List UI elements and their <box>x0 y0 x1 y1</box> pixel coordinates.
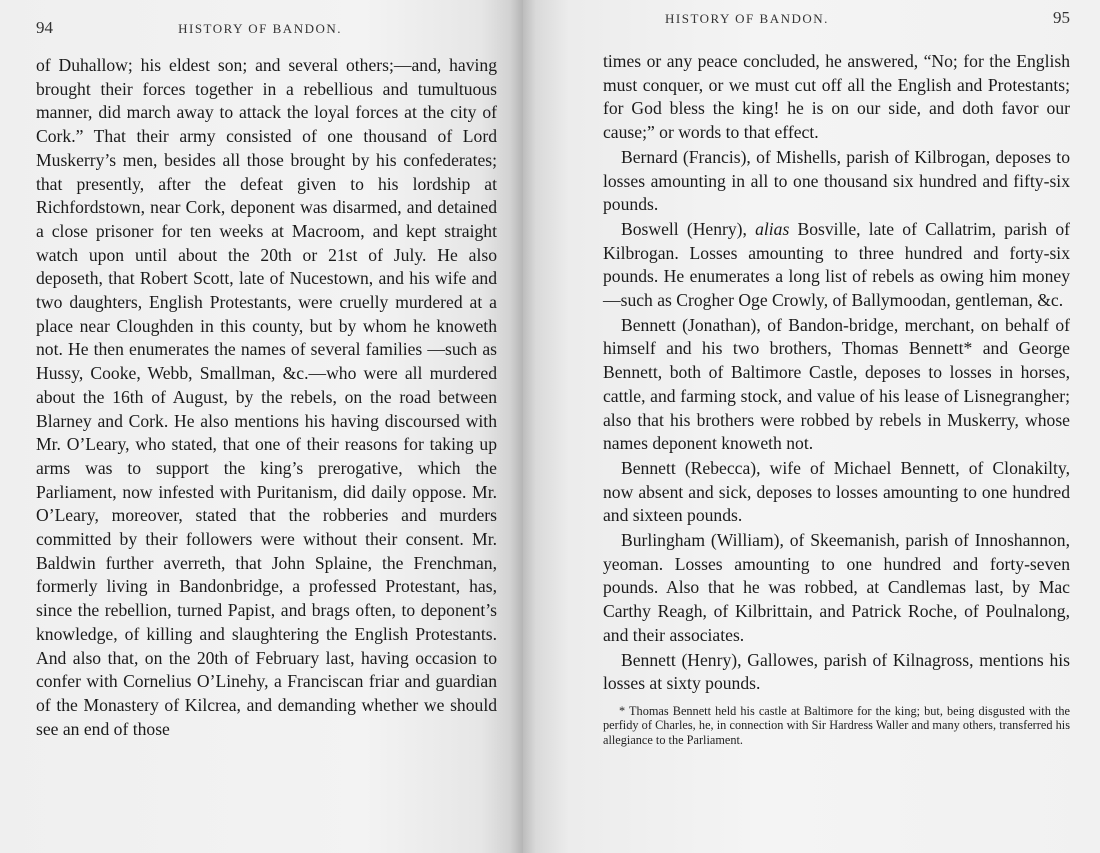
right-running-head <box>603 8 1070 38</box>
right-page-number: 95 <box>1053 8 1070 27</box>
paragraph-bennett-jonathan: Bennett (Jonathan), of Bandon-bridge, merchant, on behalf of himself and his two brothers, Thomas Bennett* and George Bennett, both of Baltimore Castle, deposes to losses in horses, cattle, and farming stock, and value of his lease of Lisnegrangher; also that his brothers were robbed by rebels in Muskerry, whose names deponent knoweth not. <box>603 314 1070 454</box>
alias-word: alias <box>755 218 790 239</box>
right-page <box>523 0 1100 853</box>
right-running-title: HISTORY OF BANDON. <box>665 11 829 26</box>
paragraph-bennett-henry: Bennett (Henry), Gallowes, parish of Kilnagross, mentions his losses at sixty pounds. <box>603 649 1070 694</box>
right-body-text <box>603 50 1070 696</box>
left-page <box>0 0 523 853</box>
paragraph-bernard: Bernard (Francis), of Mishells, parish of Kilbrogan, deposes to losses amounting in all to one thousand six hundred and fifty-six pounds. <box>603 146 1070 215</box>
left-page-number: 94 <box>36 18 53 37</box>
left-body-text: of Duhallow; his eldest son; and several others;—and, having brought their forces together in a rebellious and tumultuous manner, did march away to attack the loyal forces at the city of Cork.” That their army consisted of one thousand of Lord Muskerry’s men, besides all those brought by his confederates; that presently, after the defeat given to his lordship at Richfordstown, near Cork, deponent was disarmed, and detained a close prisoner for ten weeks at Macroom, and kept straight watch upon until about the 20th or 21st of July. He also deposeth, that Robert Scott, late of Nucestown, and his wife and two daughters, English Protestants, were cruelly murdered at a place near Cloughden in this county, but by whom he knoweth not. He then enumerates the names of several families —such as Hussy, Cooke, Webb, Smallman, &c.—who were all murdered about the 16th of August, by the rebels, on the road between Blarney and Cork. He also mentions his having discoursed with Mr. O’Leary, who stated, that one of their reasons for taking up arms was to support the king’s prerogative, which the Parliament, now infested with Puritanism, did daily oppose. Mr. O’Leary, moreover, stated that the robberies and murders committed by their followers were without their consent. Mr. Baldwin further averreth, that John Splaine, the Frenchman, formerly living in Bandonbridge, a professed Protestant, has, since the rebellion, turned Papist, and brags often, to deponent’s knowledge, of killing and slaughtering the English Protestants. And also that, on the 20th of February last, having occasion to confer with Cornelius O’Linehy, a Franciscan friar and guardian of the Monastery of Kilcrea, and demanding whether we should see an end of those <box>36 55 497 739</box>
paragraph-bennett-rebecca: Bennett (Rebecca), wife of Michael Bennett, of Clonakilty, now absent and sick, deposes to losses amounting to one hundred and sixteen pounds. <box>603 457 1070 526</box>
paragraph-continuation: times or any peace concluded, he answered, “No; for the English must conquer, or we must cut off all the English and Protestants; for God bless the king! he is on our side, and doth favor our cause;” or words to that effect. <box>603 51 1070 143</box>
paragraph-boswell <box>603 218 1070 313</box>
left-running-head <box>36 18 497 48</box>
left-running-title: HISTORY OF BANDON. <box>178 21 342 36</box>
paragraph-burlingham: Burlingham (William), of Skeemanish, parish of Innoshannon, yeoman. Losses amounting to one hundred and forty-seven pounds. Also that he was robbed, at Candlemas last, by Mac Carthy Reagh, of Kilbrittain, and Patrick Roche, of Poulnalong, and their associates. <box>603 530 1070 645</box>
boswell-lead: Boswell (Henry), <box>621 218 756 239</box>
footnote: * Thomas Bennett held his castle at Baltimore for the king; but, being disgusted with the perfidy of Charles, he, in connection with Sir Hardress Waller and many others, transferred his allegiance to the Parliament. <box>603 703 1070 747</box>
boswell-text: Bosville, late of Callatrim, parish of Kilbrogan. Losses amounting to three hundred and forty-six pounds. He enumerates a long list of rebels as owing him money—such as Crogher Oge Crowly, of Ballymoodan, gentleman, &c. <box>603 218 1070 311</box>
